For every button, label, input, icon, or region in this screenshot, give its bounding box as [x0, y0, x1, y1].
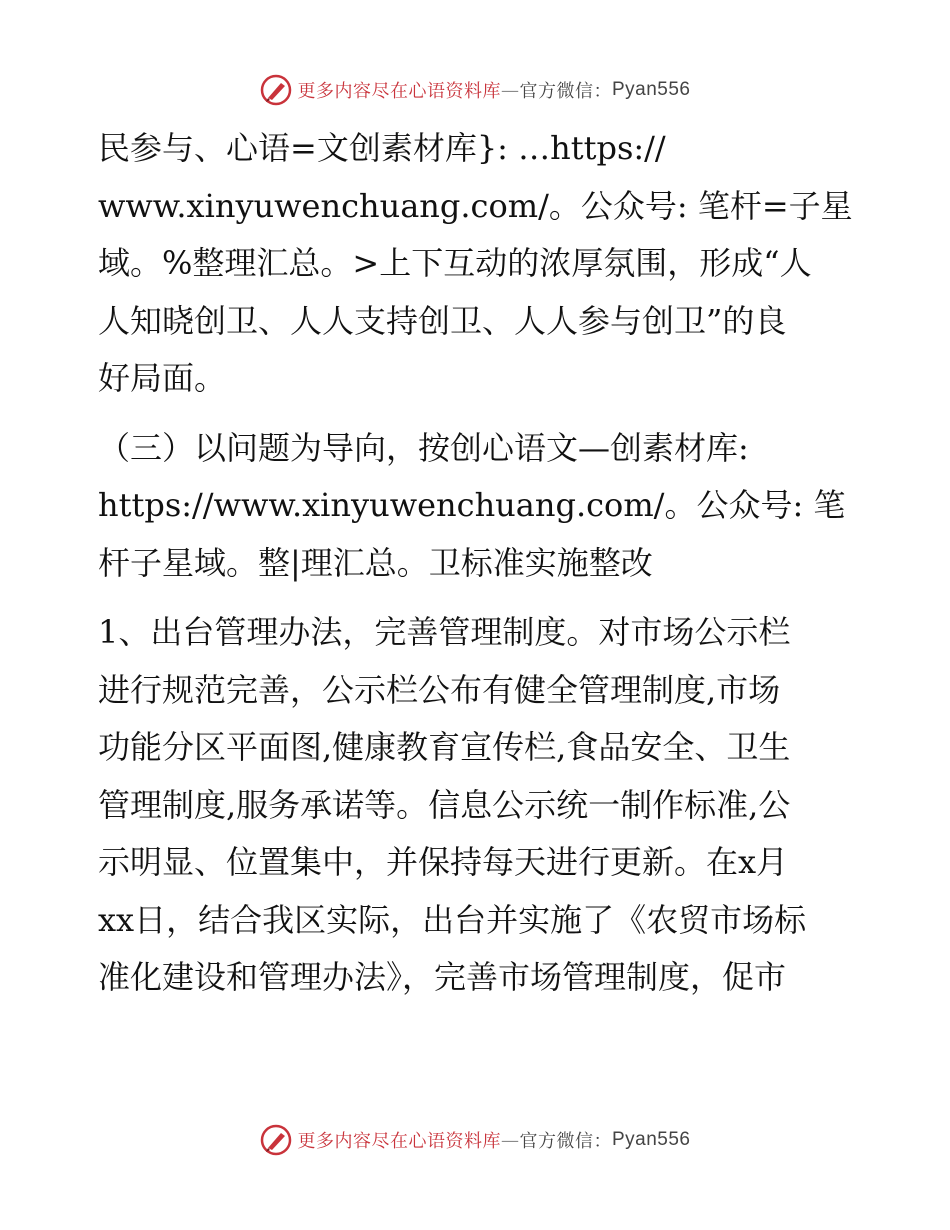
paragraph-3 [98, 604, 868, 1007]
banner-wechat-id: Pyan556 [611, 1129, 691, 1150]
text-line: xx日，结合我区实际，出台并实施了《农贸市场标 [98, 900, 807, 939]
document-body [98, 120, 868, 1007]
pen-logo-icon [259, 73, 293, 107]
banner-wechat-label: 官方微信： [519, 1131, 612, 1152]
text-line: 杆子星域。整|理汇总。卫标准实施整改 [98, 543, 653, 582]
text-line: 民参与、心语=文创素材库}: …https:// [98, 129, 666, 167]
paragraph-2 [98, 420, 868, 593]
text-line: 管理制度,服务承诺等。信息公示统一制作标准,公 [98, 785, 791, 824]
paragraph-1 [98, 120, 868, 408]
text-line: （三）以问题为导向，按创心语文—创素材库: [98, 428, 749, 467]
text-line: 域。%整理汇总。>上下互动的浓厚氛围，形成“人 [98, 244, 812, 282]
text-line: 好局面。 [98, 359, 227, 397]
banner-dash: — [500, 1129, 520, 1151]
text-line: 功能分区平面图,健康教育宣传栏,食品安全、卫生 [98, 728, 791, 766]
text-line: www.xinyuwenchuang.com/。公众号: 笔杆=子星 [98, 186, 853, 225]
header-banner [0, 70, 950, 110]
text-line: 1、出台管理办法，完善管理制度。对市场公示栏 [98, 613, 791, 651]
banner-main-text: 更多内容尽在心语资料库 [297, 81, 501, 102]
text-line: 人知晓创卫、人人支持创卫、人人参与创卫”的良 [98, 301, 787, 340]
footer-banner [0, 1120, 950, 1160]
text-line: 示明显、位置集中，并保持每天进行更新。在x月 [98, 843, 789, 881]
banner-wechat-id: Pyan556 [611, 79, 691, 100]
banner-dash: — [500, 79, 520, 101]
banner-wechat-label: 官方微信： [519, 81, 612, 102]
text-line: https://www.xinyuwenchuang.com/。公众号: 笔 [98, 486, 846, 524]
banner-main-text: 更多内容尽在心语资料库 [297, 1131, 501, 1152]
text-line: 准化建设和管理办法》，完善市场管理制度，促市 [98, 958, 787, 996]
text-line: 进行规范完善，公示栏公布有健全管理制度,市场 [98, 670, 781, 709]
pen-logo-icon [259, 1123, 293, 1157]
